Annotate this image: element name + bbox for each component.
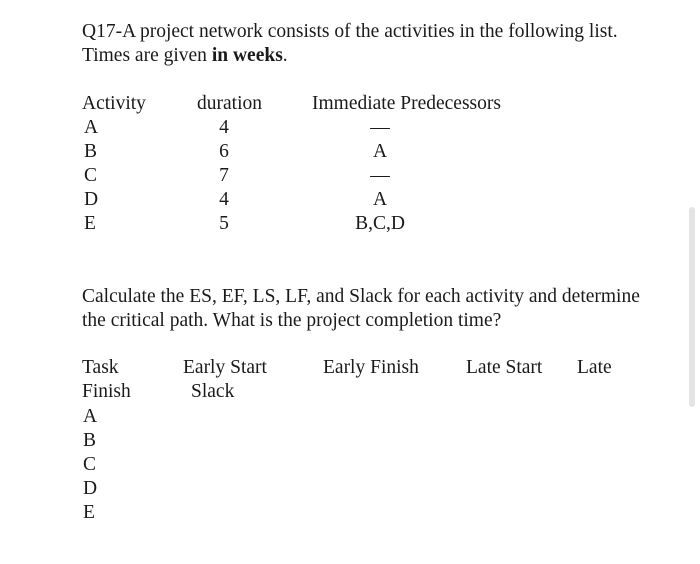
duration-cell: 7 [219, 165, 229, 186]
task-cell: D [83, 478, 98, 499]
duration-cell: 5 [219, 213, 229, 234]
task-cell: A [83, 406, 98, 427]
activity-cell: B [84, 141, 98, 162]
task-cell: C [83, 454, 97, 475]
header-finish: Finish [82, 381, 131, 402]
activity-cell: A [84, 117, 99, 138]
question-text [82, 20, 642, 68]
header-slack: Slack [191, 381, 235, 402]
activity-cell: E [84, 213, 96, 234]
question-tail: . [282, 45, 288, 66]
predecessors-cell: — [370, 165, 390, 186]
predecessors-cell: A [372, 189, 388, 210]
header-predecessors: Immediate Predecessors [312, 93, 501, 114]
header-late: Late [577, 357, 612, 378]
duration-cell: 4 [219, 189, 229, 210]
question-emphasis: in weeks [211, 45, 283, 66]
scrollbar[interactable] [689, 207, 695, 407]
header-early-start: Early Start [183, 357, 267, 378]
header-late-start: Late Start [466, 357, 543, 378]
header-duration: duration [197, 93, 262, 114]
activity-cell: D [84, 189, 99, 210]
activity-cell: C [84, 165, 98, 186]
header-task: Task [82, 357, 119, 378]
duration-cell: 4 [219, 117, 229, 138]
predecessors-cell: — [370, 117, 390, 138]
task-cell: E [83, 502, 95, 523]
predecessors-cell: B,C,D [355, 213, 405, 234]
question-lead: Q17-A project network consists of the activities in the following list. Times are given [82, 21, 618, 66]
task-cell: B [83, 430, 97, 451]
predecessors-cell: A [372, 141, 388, 162]
header-activity: Activity [82, 93, 146, 114]
duration-cell: 6 [219, 141, 229, 162]
instruction-text: Calculate the ES, EF, LS, LF, and Slack for each activity and determine the critical path. What is the project completion time? [82, 286, 640, 331]
header-early-finish: Early Finish [323, 357, 419, 378]
